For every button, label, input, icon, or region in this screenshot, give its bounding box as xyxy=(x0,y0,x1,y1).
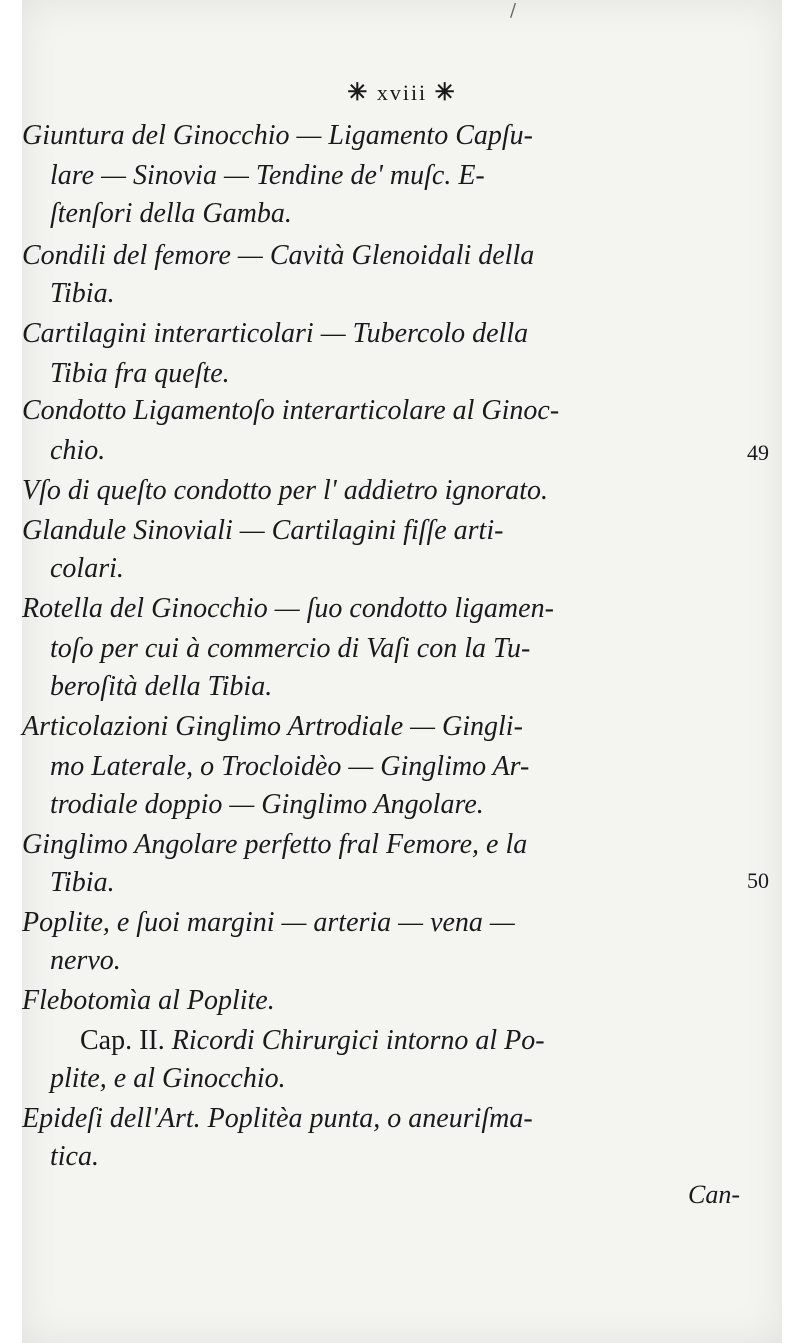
header-ornament-left: ✳ xyxy=(347,80,370,106)
text-line: Ginglimo Angolare perfetto fral Femore, e la xyxy=(22,829,528,860)
chapter-label: Cap. II. xyxy=(80,1025,165,1056)
text-line: Condili del femore — Cavità Glenoidali della xyxy=(22,240,535,271)
margin-number: 50 xyxy=(747,868,769,893)
text-line: mo Laterale, o Trocloidèo — Ginglimo Ar- xyxy=(50,751,530,782)
header-ornament-right: ✳ xyxy=(434,80,457,106)
text-line: ſtenſori della Gamba. xyxy=(50,198,292,229)
text-line: Vſo di queſto condotto per l' addietro ignorato. xyxy=(22,475,549,506)
text-line: beroſità della Tibia. xyxy=(50,671,273,702)
text-line: Cartilagini interarticolari — Tubercolo della xyxy=(22,318,529,349)
page-header xyxy=(22,78,782,107)
text-line: nervo. xyxy=(50,945,121,976)
page-number-header: xviii xyxy=(376,80,428,105)
ink-mark: / xyxy=(510,0,517,21)
text-line: Tibia fra queſte. xyxy=(50,358,230,389)
text-line: Flebotomìa al Poplite. xyxy=(22,985,275,1016)
text-line: Poplite, e ſuoi margini — arteria — vena — xyxy=(22,907,515,938)
chapter-heading xyxy=(80,1025,545,1057)
text-line: Tibia. xyxy=(50,278,115,309)
text-line: colari. xyxy=(50,553,124,584)
text-line: Epideſi dell'Art. Poplitèa punta, o aneuriſma- xyxy=(22,1103,533,1134)
chapter-title: Ricordi Chirurgici intorno al Po- xyxy=(171,1025,545,1056)
text-line: trodiale doppio — Ginglimo Angolare. xyxy=(50,789,484,820)
book-page xyxy=(22,0,782,1343)
margin-number: 49 xyxy=(747,440,769,465)
text-line: Condotto Ligamentoſo interarticolare al Ginoc- xyxy=(22,395,560,426)
text-line: toſo per cui à commercio di Vaſi con la Tu- xyxy=(50,633,531,664)
text-line: chio. xyxy=(50,435,106,466)
text-line: Giuntura del Ginocchio — Ligamento Capſu- xyxy=(22,120,533,151)
text-line: Tibia. xyxy=(50,867,115,898)
text-line: Rotella del Ginocchio — ſuo condotto ligamen- xyxy=(22,593,554,624)
text-line: Glandule Sinoviali — Cartilagini fiſſe arti- xyxy=(22,515,504,546)
text-line: plite, e al Ginocchio. xyxy=(50,1063,286,1094)
text-line: Articolazioni Ginglimo Artrodiale — Gingli- xyxy=(22,711,523,742)
text-line: lare — Sinovia — Tendine de' muſc. E- xyxy=(50,160,485,191)
text-line: tica. xyxy=(50,1141,99,1172)
catchword: Can- xyxy=(688,1180,740,1209)
